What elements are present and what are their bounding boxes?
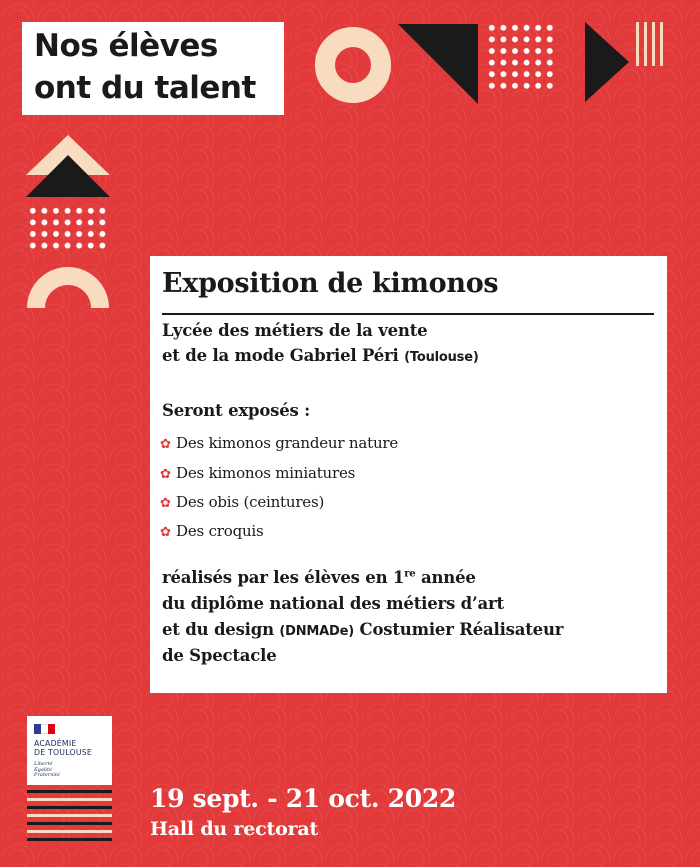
dot-grid-top xyxy=(486,22,556,92)
flower-bullet-icon: ✿ xyxy=(160,496,171,511)
flower-bullet-icon: ✿ xyxy=(160,525,171,540)
flower-bullet-icon: ✿ xyxy=(160,467,171,482)
credit-line-3: et du design (DNMADe) Costumier Réalisateur xyxy=(162,620,564,639)
school-line-1: Lycée des métiers de la vente xyxy=(162,321,428,340)
school-name: et de la mode Gabriel Péri xyxy=(162,346,399,365)
school-city: (Toulouse) xyxy=(404,350,479,365)
cream-arch-icon xyxy=(26,262,110,308)
credit-line-2: du diplôme national des métiers d’art xyxy=(162,594,504,613)
title-line-2: ont du talent xyxy=(34,70,256,106)
french-flag-icon xyxy=(34,724,55,734)
school-line-2 xyxy=(162,346,479,365)
logo-text: ACADÉMIE DE TOULOUSE xyxy=(34,739,93,757)
list-item: ✿ Des croquis xyxy=(160,522,264,540)
card-title: Exposition de kimonos xyxy=(162,268,499,299)
title-line-1: Nos élèves xyxy=(34,28,218,64)
intro-text: Seront exposés : xyxy=(162,401,311,420)
event-place: Hall du rectorat xyxy=(150,818,319,840)
cream-ring-icon xyxy=(312,24,394,106)
logo-motto: Liberté Égalité Fraternité xyxy=(34,761,60,778)
play-triangle-icon xyxy=(585,22,629,102)
list-item: ✿ Des kimonos miniatures xyxy=(160,464,356,482)
decorative-stripes xyxy=(27,790,112,846)
academie-logo xyxy=(27,716,112,785)
credit-line-1: réalisés par les élèves en 1re année xyxy=(162,568,476,587)
dot-grid-left xyxy=(27,205,109,252)
title-box xyxy=(22,22,284,115)
event-dates: 19 sept. - 21 oct. 2022 xyxy=(150,784,457,813)
list-item: ✿ Des kimonos grandeur nature xyxy=(160,434,399,452)
flower-bullet-icon: ✿ xyxy=(160,437,171,452)
list-item: ✿ Des obis (ceintures) xyxy=(160,493,325,511)
info-card xyxy=(150,256,667,693)
dark-triangle-icon xyxy=(398,24,478,104)
vertical-bars-icon xyxy=(636,22,666,66)
title-divider xyxy=(162,313,654,315)
stacked-triangles-icon xyxy=(26,135,110,197)
credit-line-4: de Spectacle xyxy=(162,646,277,665)
